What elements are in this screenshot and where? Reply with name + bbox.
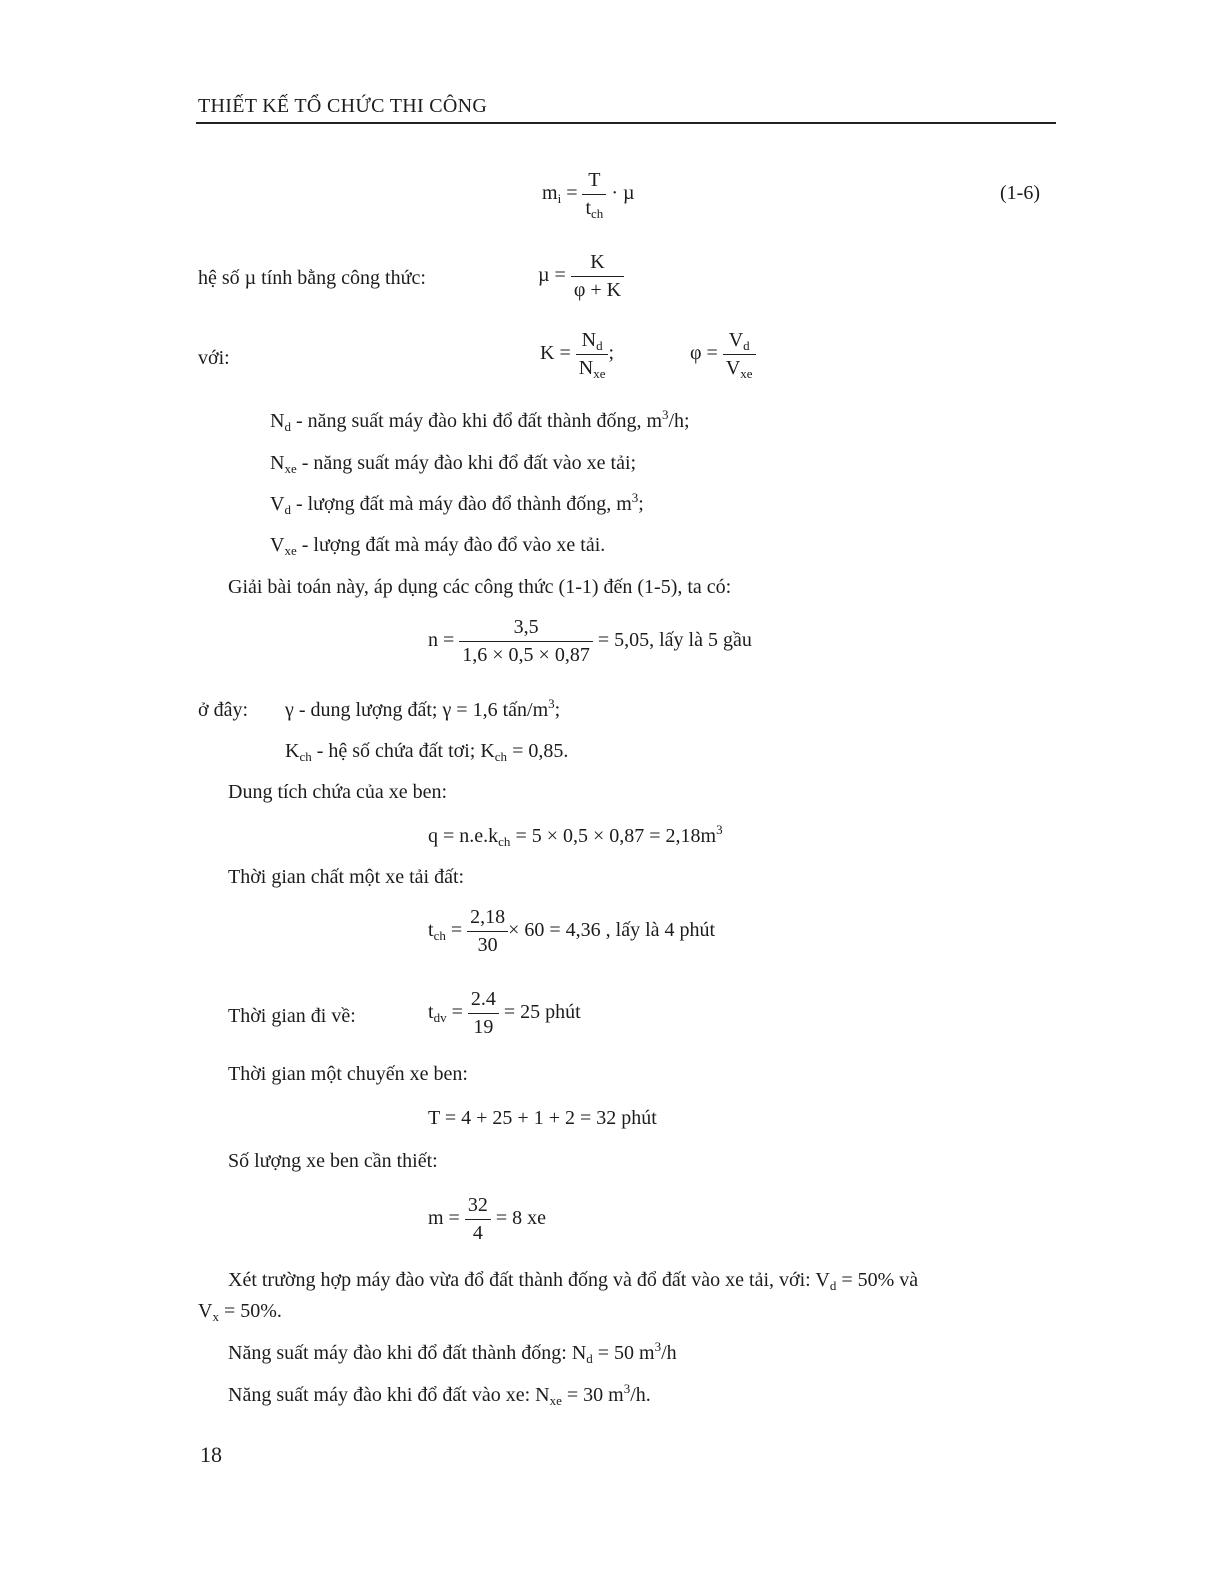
gamma-definition: γ - dung lượng đất; γ = 1,6 tấn/$m^3$; [285,696,561,721]
mu-intro: hệ số µ tính bằng công thức: [198,267,426,289]
m-equation: m = $\frac{32}{4}$ = 8 xe [428,1194,546,1244]
case-paragraph-line2: $V_x = 50\%$. [198,1300,282,1324]
phi-equation: φ = $\frac{V_d}{V_{xe}}$ [690,328,756,381]
kch-definition: $K_{ch}$ - hệ số chứa đất tơi; $K_{ch} = 0,85$. [285,740,569,764]
with-label: với: [198,347,230,369]
eq16-lhs: m [542,182,558,205]
where-label: ở đây: [198,699,249,721]
q-equation: $q = n.e.k_{ch} = 5 \times 0,5 \times 0,87 = 2,18m^3$ [428,822,723,849]
n-equation: n = $\frac{3,5}{1,6 \times 0,5 \times 0,87}$ = 5,05, lấy là 5 gầu [428,616,752,666]
case-paragraph-line1: Xét trường hợp máy đào vừa đổ đất thành đống và đổ đất vào xe tải, với: $V_d = 50\%$ và [228,1269,919,1293]
travel-intro: Thời gian đi về: [228,1005,356,1027]
capacity-intro: Dung tích chứa của xe ben: [228,781,448,803]
definition-vd: $V_d$ - lượng đất mà máy đào đổ thành đống, $m^3$; [270,490,644,517]
tdv-equation: $t_{dv}$ = $\frac{2.4}{19}$ = 25 phút [428,988,581,1038]
load-time-intro: Thời gian chất một xe tải đất: [228,866,465,888]
nxe-line: Năng suất máy đào khi đổ đất vào xe: $N_{xe} = 30$ $m^3/h$. [228,1381,651,1408]
T-equation: T = 4 + 25 + 1 + 2 = 32 phút [428,1107,657,1129]
page-number: 18 [200,1442,222,1467]
equation-number: (1-6) [1000,182,1040,204]
nd-line: Năng suất máy đào khi đổ đất thành đống: $N_d = 50$ $m^3/h$ [228,1339,677,1366]
header-rule [196,122,1056,124]
equation-1-6: $m_i$ = $\frac{T}{t_{ch}}$ · µ [542,169,635,221]
definition-vxe: $V_{xe}$ - lượng đất mà máy đào đổ vào xe tải. [270,534,606,558]
k-equation: K = $\frac{N_d}{N_{xe}}$ ; [540,329,615,381]
trip-intro: Thời gian một chuyến xe ben: [228,1063,468,1085]
eq16-fraction: $\frac{T}{t_{ch}}$ [582,168,606,221]
running-header: THIẾT KẾ TỔ CHỨC THI CÔNG [198,95,488,117]
definition-nd: $N_d$ - năng suất máy đào khi đổ đất thành đống, $m^3/h$; [270,407,690,434]
mu-equation: µ = $\frac{K}{\varphi + K}$ [538,250,624,303]
definition-nxe: $N_{xe}$ - năng suất máy đào khi đổ đất vào xe tải; [270,452,637,476]
tch-equation: $t_{ch}$ = $\frac{2,18}{30}$ × 60 = 4,36 , lấy là 4 phút [428,906,716,956]
solve-intro: Giải bài toán này, áp dụng các công thức (1-1) đến (1-5), ta có: [228,576,732,598]
count-intro: Số lượng xe ben cần thiết: [228,1150,438,1172]
